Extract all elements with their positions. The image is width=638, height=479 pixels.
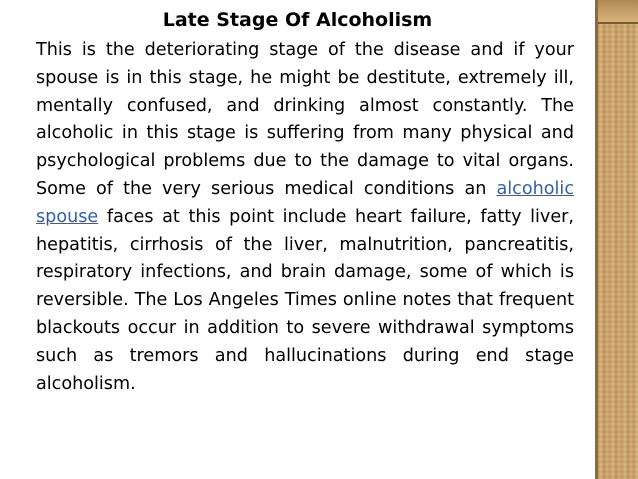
alcoholic-spouse-link[interactable]: alcoholic spouse <box>36 178 574 227</box>
body-text-part-1: This is the deteriorating stage of the disease and if your spouse is in this stage, he might be destitute, extremely ill, mentally confused, and drinking almost constantly. The alcoholic in this stage is suffering from many physical and psychological problems due to the damage to vital organs. Some of the very serious medical conditions an <box>36 40 574 199</box>
wood-border-divider <box>595 22 638 24</box>
slide-body <box>36 37 574 398</box>
slide-title: Late Stage Of Alcoholism <box>162 9 433 31</box>
wood-border <box>595 0 638 479</box>
wood-border-top <box>595 0 638 22</box>
wood-border-edge <box>595 0 598 479</box>
body-text-part-2: faces at this point include heart failure, fatty liver, hepatitis, cirrhosis of the liver, malnutrition, pancreatitis, respiratory infections, and brain damage, some of which is reversible. The Los Angeles Times online notes that frequent blackouts occur in addition to severe withdrawal symptoms such as tremors and hallucinations during end stage alcoholism. <box>36 206 574 394</box>
